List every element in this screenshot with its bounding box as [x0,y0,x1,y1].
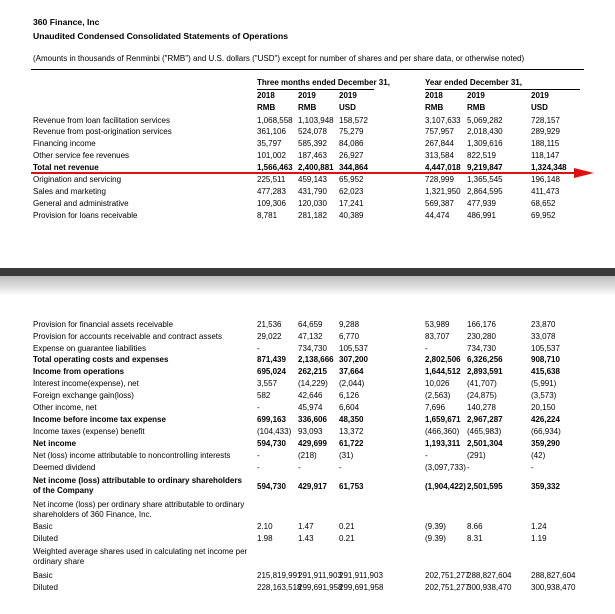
row-value: - [257,463,260,472]
table-row [0,152,615,163]
row-value: 300,938,470 [467,583,512,592]
row-value: 288,827,604 [531,571,576,580]
column-year: 2019 [298,91,316,100]
highlight-line [31,172,576,174]
row-value: 734,730 [298,344,327,353]
row-value: 477,939 [467,199,496,208]
row-label: Total operating costs and expenses [33,355,169,364]
row-label: Basic [33,522,53,531]
row-value: 44,474 [425,211,450,220]
column-year: 2019 [531,91,549,100]
row-value: 6,126 [339,391,360,400]
row-value: 699,163 [257,415,286,424]
row-value: 336,606 [298,415,327,424]
arrow-right-icon [574,168,594,178]
row-value: - [257,451,260,460]
row-value: (24,875) [467,391,497,400]
row-value: 23,870 [531,320,556,329]
table-row [0,428,615,439]
row-value: 307,200 [339,355,368,364]
row-label: Origination and servicing [33,175,122,184]
row-value: 105,537 [339,344,368,353]
page-break-band [0,268,615,276]
row-value: 871,439 [257,355,286,364]
row-value: 1,659,671 [425,415,461,424]
row-value: 1,566,463 [257,163,293,172]
row-value: 8,781 [257,211,278,220]
table-row [0,188,615,199]
row-label: Income before income tax expense [33,415,166,424]
row-value: 0.21 [339,534,355,543]
row-value: (31) [339,451,354,460]
row-value: 2,864,595 [467,187,503,196]
row-value: 291,911,903 [298,571,342,580]
row-value: 202,751,277 [425,583,470,592]
column-currency: RMB [467,103,486,112]
row-value: 2,893,591 [467,367,503,376]
column-currency: RMB [298,103,317,112]
table-row [0,523,615,534]
row-value: 17,241 [339,199,364,208]
row-value: 53,989 [425,320,450,329]
row-label: Basic [33,571,53,580]
row-value: 569,387 [425,199,454,208]
row-value: 429,699 [298,439,327,448]
row-value: 196,148 [531,175,560,184]
row-value: 8.31 [467,534,483,543]
row-value: 101,002 [257,151,286,160]
row-value: 1.43 [298,534,314,543]
table-row [0,535,615,546]
row-label: Income from operations [33,367,125,376]
column-currency: USD [531,103,548,112]
amounts-note: (Amounts in thousands of Renminbi ("RMB") and U.S. dollars ("USD") except for number of shares and per share data, or otherwise noted) [33,54,525,63]
row-value: 2,018,430 [467,127,503,136]
row-value: - [257,403,260,412]
row-label: Other service fee revenues [33,151,130,160]
row-value: (3,573) [531,391,557,400]
row-value: 225,511 [257,175,286,184]
row-value: - [531,463,534,472]
table-row [0,476,615,498]
row-value: 21,536 [257,320,282,329]
row-value: 1,103,948 [298,116,334,125]
row-value: 35,797 [257,139,282,148]
row-value: 33,078 [531,332,556,341]
row-value: 215,819,991 [257,571,302,580]
row-value: 118,147 [531,151,560,160]
row-label: Expense on guarantee liabilities [33,344,146,353]
table-row [0,356,615,367]
row-value: 3,107,633 [425,116,461,125]
row-value: (42) [531,451,546,460]
row-value: 1,321,950 [425,187,461,196]
row-value: (291) [467,451,486,460]
row-value: 2,501,304 [467,439,503,448]
row-label: Provision for loans receivable [33,211,138,220]
row-value: 267,844 [425,139,454,148]
row-value: 42,646 [298,391,323,400]
row-value: 822,519 [467,151,496,160]
row-value: 93,093 [298,427,323,436]
row-value: 187,463 [298,151,327,160]
table-row [0,200,615,211]
row-value: 695,024 [257,367,286,376]
table-row [0,176,615,187]
row-value: 757,957 [425,127,454,136]
row-value: (9.39) [425,534,446,543]
row-value: 120,030 [298,199,327,208]
row-value: 288,827,604 [467,571,512,580]
row-value: 29,022 [257,332,282,341]
row-value: 2,802,506 [425,355,461,364]
row-label: Financing income [33,139,96,148]
row-value: 262,215 [298,367,327,376]
row-label: Net income (loss) per ordinary share attributable to ordinary shareholders of 360 Finance, Inc. [33,500,245,519]
row-value: 411,473 [531,187,560,196]
row-label: General and administrative [33,199,129,208]
row-value: 728,999 [425,175,454,184]
table-row [0,440,615,451]
row-value: - [425,344,428,353]
column-group-year: Year ended December 31, [425,78,522,87]
row-value: 313,584 [425,151,454,160]
table-row [0,404,615,415]
row-value: 359,332 [531,482,560,491]
row-label: Weighted average shares used in calculating net income per ordinary share [33,547,248,566]
table-row [0,321,615,332]
row-value: 359,290 [531,439,560,448]
row-value: 477,283 [257,187,286,196]
row-value: 140,278 [467,403,496,412]
row-value: (66,934) [531,427,561,436]
row-value: (218) [298,451,317,460]
table-row [0,140,615,151]
row-value: (2,044) [339,379,365,388]
row-value: - [257,344,260,353]
row-value: (3,097,733) [425,463,466,472]
row-value: 1.98 [257,534,273,543]
row-value: 61,722 [339,439,364,448]
row-label: Net income [33,439,77,448]
row-value: 1,068,558 [257,116,293,125]
row-value: 429,917 [298,482,327,491]
table-row [0,584,615,595]
row-value: 1.24 [531,522,547,531]
row-value: 61,753 [339,482,364,491]
row-value: 299,691,958 [298,583,343,592]
row-value: (1,904,422) [425,482,466,491]
row-value: (14,229) [298,379,328,388]
row-value: 486,991 [467,211,496,220]
row-value: 1,309,616 [467,139,503,148]
row-label: Revenue from post-origination services [33,127,172,136]
row-value: 26,927 [339,151,364,160]
row-value: 3,557 [257,379,278,388]
row-value: 1,365,545 [467,175,503,184]
row-value: 230,280 [467,332,496,341]
row-value: 84,086 [339,139,364,148]
row-value: 728,157 [531,116,560,125]
row-label: Interest income(expense), net [33,379,139,388]
row-value: 2,400,881 [298,163,334,172]
row-value: 6,770 [339,332,360,341]
row-value: 415,638 [531,367,560,376]
row-label: Income taxes (expense) benefit [33,427,145,436]
row-value: 158,572 [339,116,368,125]
row-value: 62,023 [339,187,364,196]
company-name: 360 Finance, Inc [33,17,100,27]
row-value: 105,537 [531,344,560,353]
row-value: 75,279 [339,127,364,136]
row-value: 291,911,903 [339,571,383,580]
row-value: 1.19 [531,534,547,543]
row-label: Sales and marketing [33,187,106,196]
row-value: 9,288 [339,320,360,329]
column-currency: RMB [425,103,444,112]
table-row [0,572,615,583]
row-label: Net income (loss) attributable to ordinary shareholders of the Company [33,476,242,495]
row-value: 361,106 [257,127,286,136]
row-label: Other income, net [33,403,97,412]
row-value: 5,069,282 [467,116,503,125]
row-value: 2,138,666 [298,355,334,364]
table-row [0,333,615,344]
column-currency: USD [339,103,356,112]
row-value: 83,707 [425,332,450,341]
row-value: (465,983) [467,427,502,436]
table-row [0,464,615,475]
row-value: 908,710 [531,355,560,364]
row-value: 9,219,847 [467,163,503,172]
row-value: 228,163,518 [257,583,302,592]
row-value: 582 [257,391,271,400]
header-rule [31,69,584,70]
row-label: Provision for accounts receivable and contract assets [33,332,222,341]
row-value: 40,389 [339,211,364,220]
column-year: 2018 [425,91,443,100]
row-value: - [339,463,342,472]
row-value: 1.47 [298,522,314,531]
column-year: 2018 [257,91,275,100]
row-value: - [298,463,301,472]
row-value: 431,790 [298,187,327,196]
column-year: 2019 [339,91,357,100]
row-value: 300,938,470 [531,583,576,592]
row-label: Total net revenue [33,163,99,172]
row-value: (466,360) [425,427,460,436]
row-value: 64,659 [298,320,323,329]
row-value: 47,132 [298,332,323,341]
row-value: 2.10 [257,522,273,531]
row-value: 594,730 [257,482,286,491]
row-value: 6,326,256 [467,355,503,364]
column-group-three-months: Three months ended December 31, [257,78,390,87]
row-label: Foreign exchange gain(loss) [33,391,134,400]
row-value: 0.21 [339,522,355,531]
table-row [0,452,615,463]
row-value: 8.66 [467,522,483,531]
row-value: 344,864 [339,163,368,172]
row-value: 13,372 [339,427,364,436]
row-value: 10,026 [425,379,450,388]
group-underline-three-months [257,89,374,90]
row-label: Deemed dividend [33,463,96,472]
row-label: Net (loss) income attributable to noncontrolling interests [33,451,231,460]
row-value: 188,115 [531,139,560,148]
row-value: 459,143 [298,175,327,184]
table-row [0,500,615,520]
table-row [0,547,615,569]
row-value: 594,730 [257,439,286,448]
row-value: 1,193,311 [425,439,461,448]
row-value: 20,150 [531,403,556,412]
column-year: 2019 [467,91,485,100]
row-label: Provision for financial assets receivable [33,320,174,329]
row-value: 109,306 [257,199,286,208]
row-value: - [467,463,470,472]
row-value: 426,224 [531,415,560,424]
table-row [0,212,615,223]
table-row [0,368,615,379]
row-value: 524,078 [298,127,327,136]
row-value: 734,730 [467,344,496,353]
row-value: (2,563) [425,391,451,400]
row-value: 65,952 [339,175,364,184]
table-row [0,380,615,391]
table-row [0,392,615,403]
row-value: 2,501,595 [467,482,503,491]
row-value: 299,691,958 [339,583,384,592]
row-value: - [425,451,428,460]
row-value: 7,696 [425,403,446,412]
column-currency: RMB [257,103,276,112]
row-value: 69,952 [531,211,556,220]
row-value: 48,350 [339,415,364,424]
row-value: 1,324,348 [531,163,567,172]
row-value: 1,644,512 [425,367,461,376]
row-label: Diluted [33,583,58,592]
statement-title: Unaudited Condensed Consolidated Statements of Operations [33,31,288,41]
row-value: (104,433) [257,427,292,436]
row-value: 37,664 [339,367,364,376]
row-value: 45,974 [298,403,323,412]
group-underline-year [425,89,580,90]
row-value: 2,967,287 [467,415,503,424]
row-value: 4,447,018 [425,163,461,172]
page-break-shadow [0,276,615,296]
row-value: 585,392 [298,139,327,148]
row-value: (5,991) [531,379,557,388]
table-row [0,416,615,427]
table-row [0,128,615,139]
row-label: Diluted [33,534,58,543]
row-value: 6,604 [339,403,360,412]
row-value: 166,176 [467,320,496,329]
row-value: (9.39) [425,522,446,531]
row-label: Revenue from loan facilitation services [33,116,170,125]
row-value: 289,929 [531,127,560,136]
row-value: 202,751,277 [425,571,470,580]
row-value: 68,652 [531,199,556,208]
row-value: (41,707) [467,379,497,388]
row-value: 281,182 [298,211,327,220]
